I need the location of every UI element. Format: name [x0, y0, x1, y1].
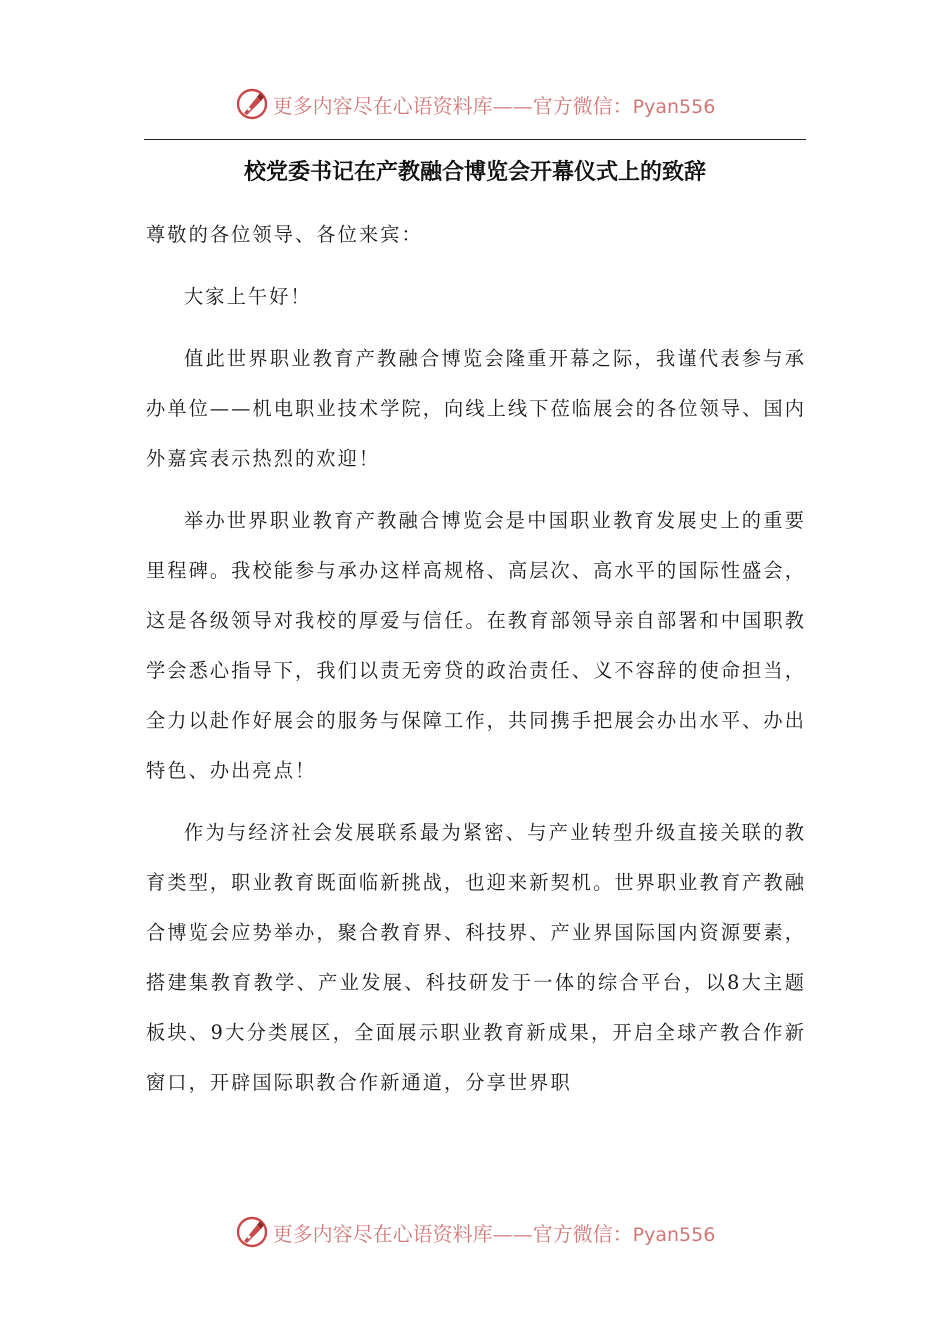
paragraph-vocational-education: 作为与经济社会发展联系最为紧密、与产业转型升级直接关联的教育类型，职业教育既面临新挑战，也迎来新契机。世界职业教育产教融合博览会应势举办，聚合教育界、科技界、产业界国际国内资源要素，搭建集教育教学、产业发展、科技研发于一体的综合平台，以8大主题板块、9大分类展区，全面展示职业教育新成果，开启全球产教合作新窗口，开辟国际职教合作新通道，分享世界职: [146, 821, 806, 1094]
watermark-text: [273, 1218, 716, 1247]
pen-nib-logo-icon: [235, 87, 269, 121]
watermark-wechat-id: Pyan556: [632, 95, 716, 118]
pen-nib-logo-icon: [235, 1215, 269, 1249]
watermark-wechat-label: 官方微信：: [532, 93, 633, 118]
footer-watermark: [0, 1212, 950, 1252]
header-divider: [144, 139, 806, 140]
watermark-separator: ——: [492, 93, 533, 118]
header-watermark: [0, 84, 950, 124]
salutation: 尊敬的各位领导、各位来宾：: [146, 223, 423, 246]
watermark-wechat-label: 官方微信：: [532, 1221, 633, 1246]
watermark-brand: 更多内容尽在心语资料库: [272, 93, 493, 118]
document-body: [146, 210, 806, 1120]
watermark-separator: ——: [492, 1221, 533, 1246]
document-title: 校党委书记在产教融合博览会开幕仪式上的致辞: [243, 160, 706, 185]
watermark-wechat-id: Pyan556: [632, 1223, 716, 1246]
paragraph-milestone: 举办世界职业教育产教融合博览会是中国职业教育发展史上的重要里程碑。我校能参与承办这样高规格、高层次、高水平的国际性盛会，这是各级领导对我校的厚爱与信任。在教育部领导亲自部署和中国职教学会悉心指导下，我们以责无旁贷的政治责任、义不容辞的使命担当，全力以赴作好展会的服务与保障工作，共同携手把展会办出水平、办出特色、办出亮点！: [146, 509, 806, 782]
paragraph-greeting: 大家上午好！: [184, 285, 312, 308]
watermark-brand: 更多内容尽在心语资料库: [272, 1221, 493, 1246]
watermark-text: [273, 90, 716, 119]
paragraph-welcome: 值此世界职业教育产教融合博览会隆重开幕之际，我谨代表参与承办单位——机电职业技术学院，向线上线下莅临展会的各位领导、国内外嘉宾表示热烈的欢迎！: [146, 347, 806, 470]
